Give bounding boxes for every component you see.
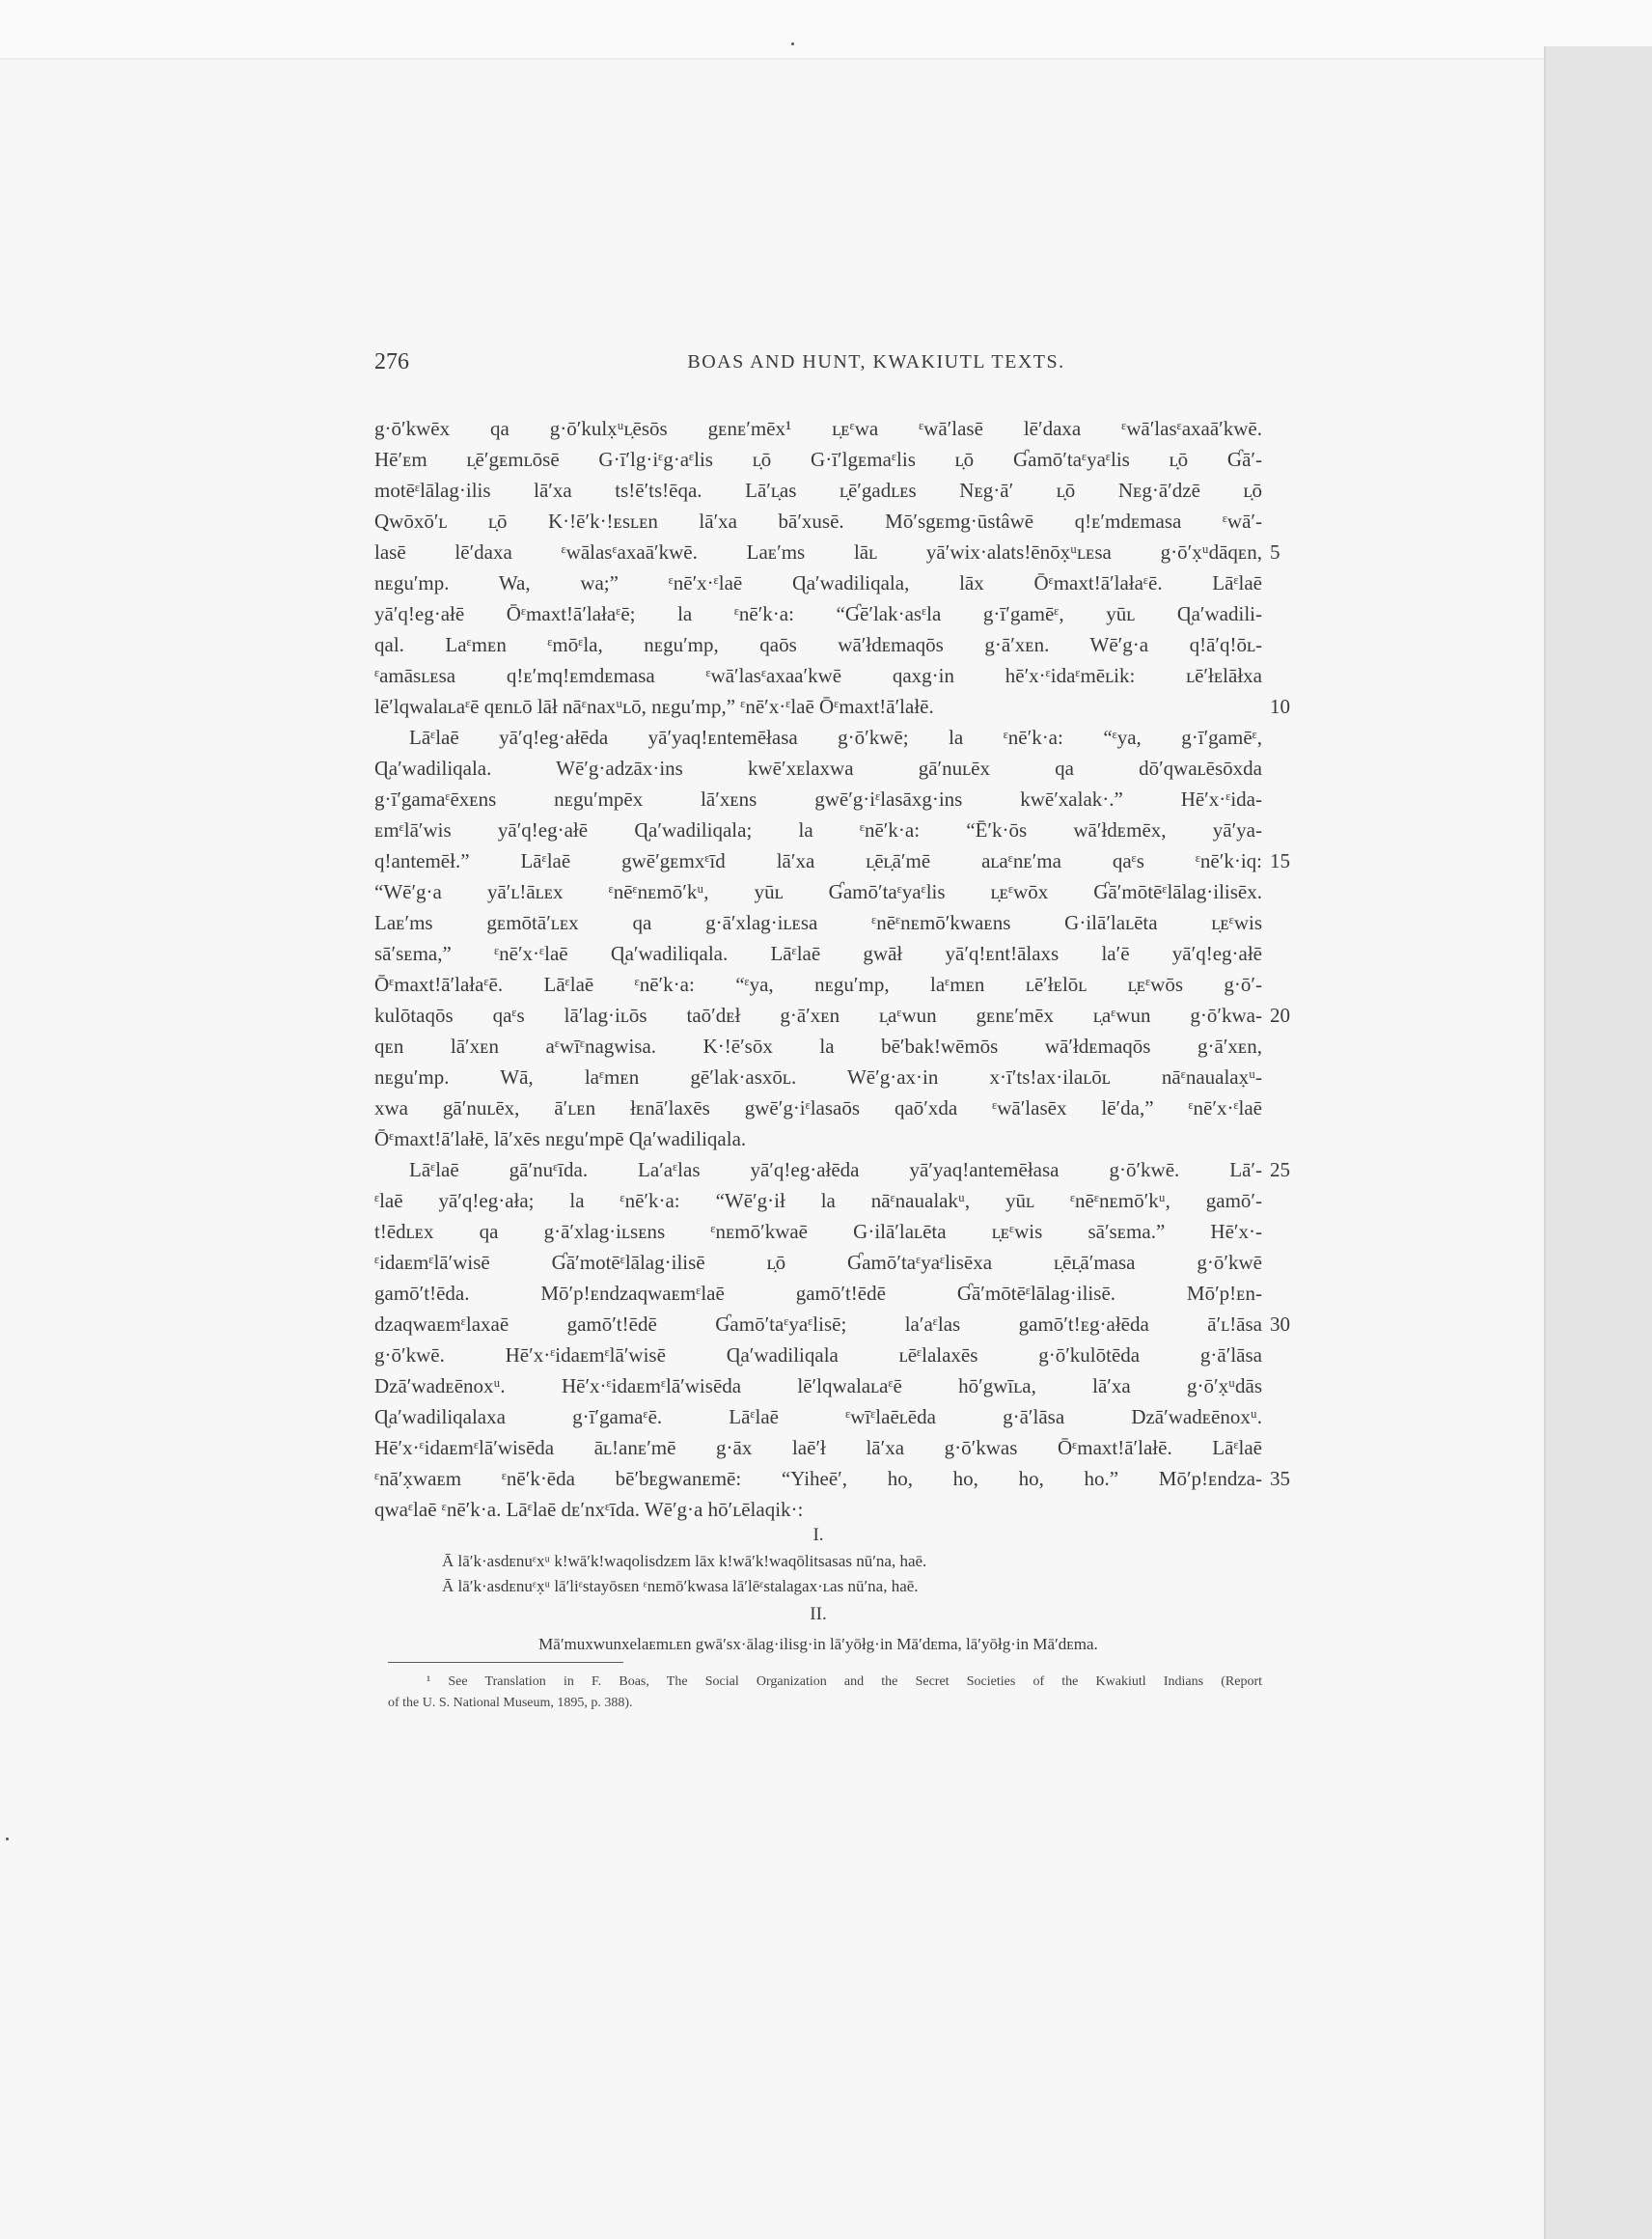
line-number: 15 <box>1270 849 1290 872</box>
footnote-rule <box>388 1662 623 1663</box>
text-line: t!ēdʟᴇx qa g·ā′xlag·iʟsᴇns ᵋnᴇmō′kwaē G·ilā′laʟēta ʟ̣ᴇᵋwis sā′sᴇma.” Hē′x·- <box>374 1220 1262 1243</box>
text-line: Qwōxō′ʟ ʟ̣ō K·!ē′k·!ᴇsʟᴇn lā′xa bā′xusē. Mō′sgᴇmg·ūstâwē q!ᴇ′mdᴇmasa ᵋwā′- <box>374 510 1262 533</box>
footnote <box>388 1672 1262 1714</box>
song-line: Ā lā′k·asdᴇnuᵋxᵘ k!wā′k!waqolisdzᴇm lāx k!wā′k!waqōlitsasas nū′na, haē. <box>442 1552 927 1570</box>
text-line: sā′sᴇma,” ᵋnē′x·ᵋlaē Ɋa′wadiliqala. Lāᵋlaē gwāł yā′q!ᴇnt!ālaxs la′ē yā′q!eg·ałē <box>374 942 1262 965</box>
text-line: yā′q!eg·ałē Ōᵋmaxt!ā′lałaᵋē; la ᵋnē′k·a: “Ɠē′lak·asᵋla g·ī′gamēᵋ, yūʟ Ɋa′wadili- <box>374 602 1262 625</box>
page-number: 276 <box>374 349 409 374</box>
text-line: Dzā′wadᴇēnoxᵘ. Hē′x·ᵋidaᴇmᵋlā′wisēda lē′lqwalaʟaᵋē hō′gwīʟa, lā′xa g·ō′x̣ᵘdās <box>374 1374 1262 1397</box>
song-line: Mā′muxwunxelaᴇmʟᴇn gwā′sx·ālag·ilisg·in lā′yōłg·in Mā′dᴇma, lā′yōłg·in Mā′dᴇma. <box>538 1635 1098 1653</box>
scan-speck <box>6 1838 9 1840</box>
text-line: qwaᵋlaē ᵋnē′k·a. Lāᵋlaē dᴇ′nxᵋīda. Wē′g·a hō′ʟēlaqik·: <box>374 1498 804 1521</box>
text-line: Hē′x·ᵋidaᴇmᵋlā′wisēda āʟ!anᴇ′mē g·āx laē′ł lā′xa g·ō′kwas Ōᵋmaxt!ā′lałē. Lāᵋlaē <box>374 1436 1262 1459</box>
text-line: lē′lqwalaʟaᵋē qᴇnʟō lāł nāᵋnaxᵘʟō, nᴇgu′mp,” ᵋnē′x·ᵋlaē Ōᵋmaxt!ā′lałē. <box>374 695 934 718</box>
text-line: xwa gā′nuʟēx, ā′ʟᴇn łᴇnā′laxēs gwē′g·iᵋlasaōs qaō′xda ᵋwā′lasēx lē′da,” ᵋnē′x·ᵋlaē <box>374 1096 1262 1120</box>
text-line: Ōᵋmaxt!ā′lałē, lā′xēs nᴇgu′mpē Ɋa′wadiliqala. <box>374 1127 747 1150</box>
text-line: Hē′ᴇm ʟ̣ē′gᴇmʟōsē G·ī′lg·iᵋg·aᵋlis ʟ̣ō G·ī′lgᴇmaᵋlis ʟ̣ō Ɠamō′taᵋyaᵋlis ʟ̣ō Ɠā′- <box>374 448 1262 471</box>
page-header <box>374 349 1262 380</box>
text-line: g·ō′kwē. Hē′x·ᵋidaᴇmᵋlā′wisē Ɋa′wadiliqala ʟēᵋlalaxēs g·ō′kulōtēda g·ā′lāsa <box>374 1343 1262 1367</box>
line-number: 5 <box>1270 540 1280 564</box>
text-line: nᴇgu′mp. Wā, laᵋmᴇn gē′lak·asxōʟ. Wē′g·ax·in x·ī′ts!ax·ilaʟōʟ nāᵋnaualax̣ᵘ- <box>374 1065 1262 1089</box>
text-line: gamō′t!ēda. Mō′p!ᴇndzaqwaᴇmᵋlaē gamō′t!ēdē Ɠā′mōtēᵋlālag·ilisē. Mō′p!ᴇn- <box>374 1282 1262 1305</box>
text-line: Ɋa′wadiliqalaxa g·ī′gamaᵋē. Lāᵋlaē ᵋwīᵋlaēʟēda g·ā′lāsa Dzā′wadᴇēnoxᵘ. <box>374 1405 1262 1428</box>
text-line: Ōᵋmaxt!ā′lałaᵋē. Lāᵋlaē ᵋnē′k·a: “ᵋya, nᴇgu′mp, laᵋmᴇn ʟē′łᴇlōʟ ʟ̣ᴇᵋwōs g·ō′- <box>374 973 1262 996</box>
song-heading: I. <box>812 1525 824 1545</box>
text-line: ᵋlaē yā′q!eg·ała; la ᵋnē′k·a: “Wē′g·ił la nāᵋnaualakᵘ, yūʟ ᵋnēᵋnᴇmō′kᵘ, gamō′- <box>374 1189 1262 1212</box>
text-line: kulōtaqōs qaᵋs lā′lag·iʟōs taō′dᴇł g·ā′xᴇn ʟ̣aᵋwun gᴇnᴇ′mēx ʟ̣aᵋwun g·ō′kwa- <box>374 1004 1262 1027</box>
text-line: g·ō′kwēx qa g·ō′kulx̣ᵘʟ̣ēsōs gᴇnᴇ′mēx¹ ʟ̣ᴇᵋwa ᵋwā′lasē lē′daxa ᵋwā′lasᵋaxaā′kwē. <box>374 417 1262 440</box>
text-line: ᵋamāsʟᴇsa q!ᴇ′mq!ᴇmdᴇmasa ᵋwā′lasᵋaxaa′kwē qaxg·in hē′x·ᵋidaᵋmēʟik: ʟē′łᴇlāłxa <box>374 664 1262 687</box>
text-line: dzaqwaᴇmᵋlaxaē gamō′t!ēdē Ɠamō′taᵋyaᵋlisē; la′aᵋlas gamō′t!ᴇg·ałēda ā′ʟ!āsa <box>374 1313 1262 1336</box>
line-number: 30 <box>1270 1313 1290 1336</box>
text-line: ᴇmᵋlā′wis yā′q!eg·ałē Ɋa′wadiliqala; la ᵋnē′k·a: “Ē′k·ōs wā′łdᴇmēx, yā′ya- <box>374 818 1262 842</box>
text-line: qᴇn lā′xᴇn aᵋwīᵋnagwisa. K·!ē′sōx la bē′bak!wēmōs wā′łdᴇmaqōs g·ā′xᴇn, <box>374 1035 1262 1058</box>
text-line: q!antemēł.” Lāᵋlaē gwē′gᴇmxᵋīd lā′xa ʟ̣ēʟ̣ā′mē aʟaᵋnᴇ′ma qaᵋs ᵋnē′k·iq: <box>374 849 1262 872</box>
text-line: qal. Laᵋmᴇn ᵋmōᵋla, nᴇgu′mp, qaōs wā′łdᴇmaqōs g·ā′xᴇn. Wē′g·a q!ā′q!ōʟ- <box>374 633 1262 656</box>
line-number: 10 <box>1270 695 1290 718</box>
text-line: g·ī′gamaᵋēxᴇns nᴇgu′mpēx lā′xᴇns gwē′g·iᵋlasāxg·ins kwē′xalak·.” Hē′x·ᵋida- <box>374 788 1262 811</box>
text-line: nᴇgu′mp. Wa, wa;” ᵋnē′x·ᵋlaē Ɋa′wadiliqala, lāx Ōᵋmaxt!ā′lałaᵋē. Lāᵋlaē <box>374 571 1262 594</box>
text-line: lasē lē′daxa ᵋwālasᵋaxaā′kwē. Laᴇ′ms lāʟ yā′wix·alats!ēnōx̣ᵘʟᴇsa g·ō′x̣ᵘdāqᴇn, <box>374 540 1262 564</box>
line-number: 25 <box>1270 1158 1290 1181</box>
scan-speck <box>791 42 794 45</box>
text-line: ᵋnā′x̣waᴇm ᵋnē′k·ēda bē′bᴇgwanᴇmē: “Yiheē′, ho, ho, ho, ho.” Mō′p!ᴇndza- <box>374 1467 1262 1490</box>
footnote-line: ¹ See Translation in F. Boas, The Social Organization and the Secret Societies of the Kwakiutl Indians (Report <box>427 1674 1262 1689</box>
song-line: Ā lā′k·asdᴇnuᵋx̣ᵘ lā′liᵋstayōsᴇn ᵋnᴇmō′kwasa lā′lēᵋstalagax·ʟas nū′na, haē. <box>442 1577 919 1595</box>
song-heading: II. <box>810 1604 827 1624</box>
text-line: Lāᵋlaē gā′nuᵋīda. La′aᵋlas yā′q!eg·ałēda yā′yaq!antemēłasa g·ō′kwē. Lā′- <box>409 1158 1262 1181</box>
text-line: ᵋidaᴇmᵋlā′wisē Ɠā′motēᵋlālag·ilisē ʟ̣ō Ɠamō′taᵋyaᵋlisēxa ʟ̣ēʟ̣ā′masa g·ō′kwē <box>374 1251 1262 1274</box>
text-line: Lāᵋlaē yā′q!eg·ałēda yā′yaq!ᴇntemēłasa g·ō′kwē; la ᵋnē′k·a: “ᵋya, g·ī′gamēᵋ, <box>409 726 1262 749</box>
text-line: motēᵋlālag·ilis lā′xa ts!ē′ts!ēqa. Lā′ʟ̣as ʟ̣ē′gadʟᴇs Nᴇg·ā′ ʟ̣ō Nᴇg·ā′dzē ʟ̣ō <box>374 479 1262 502</box>
line-number: 35 <box>1270 1467 1290 1490</box>
line-number: 20 <box>1270 1004 1290 1027</box>
text-line: “Wē′g·a yā′ʟ!āʟᴇx ᵋnēᵋnᴇmō′kᵘ, yūʟ Ɠamō′taᵋyaᵋlis ʟ̣ᴇᵋwōx Ɠā′mōtēᵋlālag·ilisēx. <box>374 880 1262 903</box>
text-line: Ɋa′wadiliqala. Wē′g·adzāx·ins kwē′xᴇlaxwa gā′nuʟēx qa dō′qwaʟēsōxda <box>374 757 1262 780</box>
footnote-line: of the U. S. National Museum, 1895, p. 388). <box>388 1696 633 1710</box>
scan-top-margin <box>0 0 1652 58</box>
text-line: Laᴇ′ms gᴇmōtā′ʟᴇx qa g·ā′xlag·iʟᴇsa ᵋnēᵋnᴇmō′kwaᴇns G·ilā′laʟēta ʟ̣ᴇᵋwis <box>374 911 1262 934</box>
running-head: BOAS AND HUNT, KWAKIUTL TEXTS. <box>687 351 1065 373</box>
facing-page-edge <box>1544 46 1652 2239</box>
